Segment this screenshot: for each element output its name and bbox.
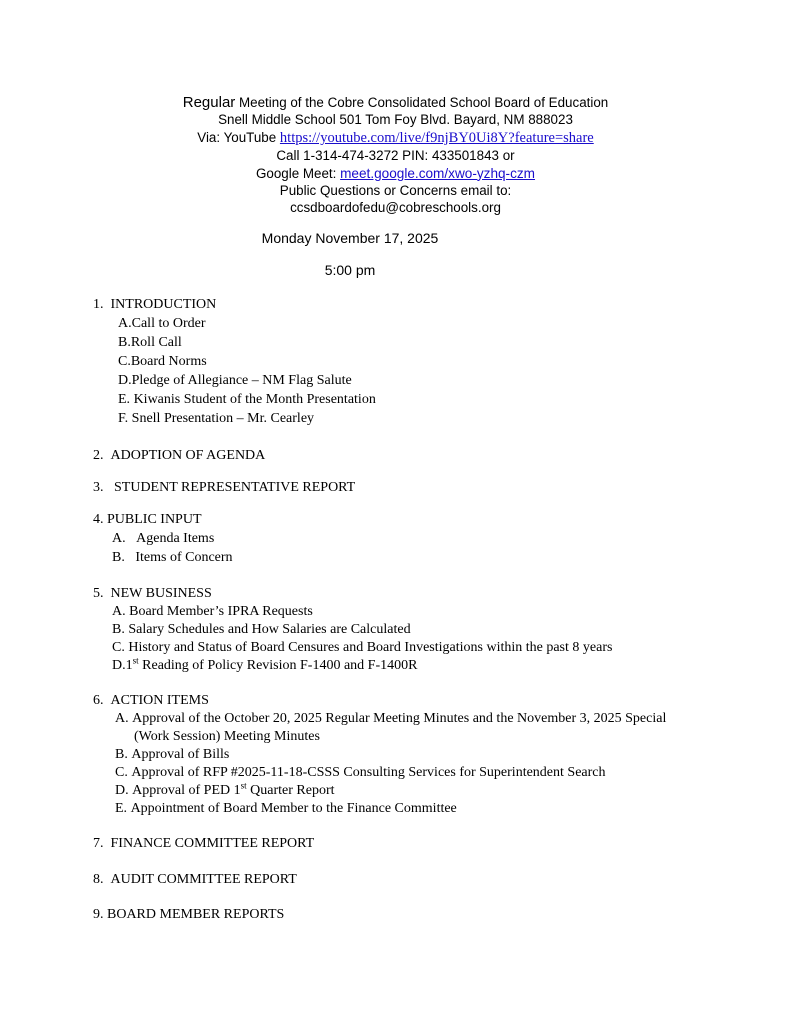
agenda-section-audit-report: 8. AUDIT COMMITTEE REPORT [93,872,297,887]
youtube-line: Via: YouTube https://youtube.com/live/f9njBY0Ui8Y?feature=share [197,129,594,146]
agenda-item: A. Approval of the October 20, 2025 Regular Meeting Minutes and the November 3, 2025 Special [115,711,667,726]
meeting-title: Regular Meeting of the Cobre Consolidated School Board of Education [182,94,609,111]
agenda-item: B. Items of Concern [112,550,233,565]
agenda-section-introduction: 1. INTRODUCTION [93,297,217,312]
agenda-item: E. Kiwanis Student of the Month Presentation [118,392,376,407]
meeting-type: Regular [182,94,236,111]
google-meet-link[interactable]: meet.google.com/xwo-yzhq-czm [340,165,536,181]
meeting-date: Monday November 17, 2025 [261,230,439,246]
agenda-item: B. Approval of Bills [115,747,230,762]
phone-line: Call 1-314-474-3272 PIN: 433501843 or [276,148,515,164]
agenda-item: D.1st Reading of Policy Revision F-1400 and F-1400R [112,655,418,673]
agenda-item: F. Snell Presentation – Mr. Cearley [118,411,315,426]
agenda-section-public-input: 4. PUBLIC INPUT [93,512,202,527]
google-meet-line: Google Meet: meet.google.com/xwo-yzhq-czm [255,165,536,181]
meeting-location: Snell Middle School 501 Tom Foy Blvd. Bayard, NM 888023 [218,112,573,128]
agenda-section-action-items: 6. ACTION ITEMS [93,693,209,708]
agenda-item: E. Appointment of Board Member to the Finance Committee [115,801,457,816]
agenda-section-student-report: 3. STUDENT REPRESENTATIVE REPORT [93,480,356,495]
agenda-item: B.Roll Call [118,335,182,350]
agenda-section-finance-report: 7. FINANCE COMMITTEE REPORT [93,836,315,851]
agenda-item-continuation: (Work Session) Meeting Minutes [134,729,320,744]
agenda-item: D. Approval of PED 1st Quarter Report [115,780,335,798]
public-questions-line: Public Questions or Concerns email to: [279,183,512,199]
agenda-item: D.Pledge of Allegiance – NM Flag Salute [118,373,352,388]
agenda-item: A. Board Member’s IPRA Requests [112,604,313,619]
agenda-item: A. Agenda Items [112,531,215,546]
agenda-item: C. History and Status of Board Censures and Board Investigations within the past 8 years [112,640,613,655]
agenda-item: C. Approval of RFP #2025-11-18-CSSS Consulting Services for Superintendent Search [115,765,606,780]
agenda-item: B. Salary Schedules and How Salaries are Calculated [112,622,411,637]
contact-email[interactable]: ccsdboardofedu@cobreschools.org [290,200,501,216]
agenda-section-board-member-reports: 9. BOARD MEMBER REPORTS [93,907,285,922]
agenda-item: A.Call to Order [118,316,206,331]
agenda-item: C.Board Norms [118,354,207,369]
youtube-link[interactable]: https://youtube.com/live/f9njBY0Ui8Y?feature=share [279,129,594,146]
agenda-section-new-business: 5. NEW BUSINESS [93,586,212,601]
agenda-section-adoption: 2. ADOPTION OF AGENDA [93,448,266,463]
meeting-time: 5:00 pm [324,262,376,278]
